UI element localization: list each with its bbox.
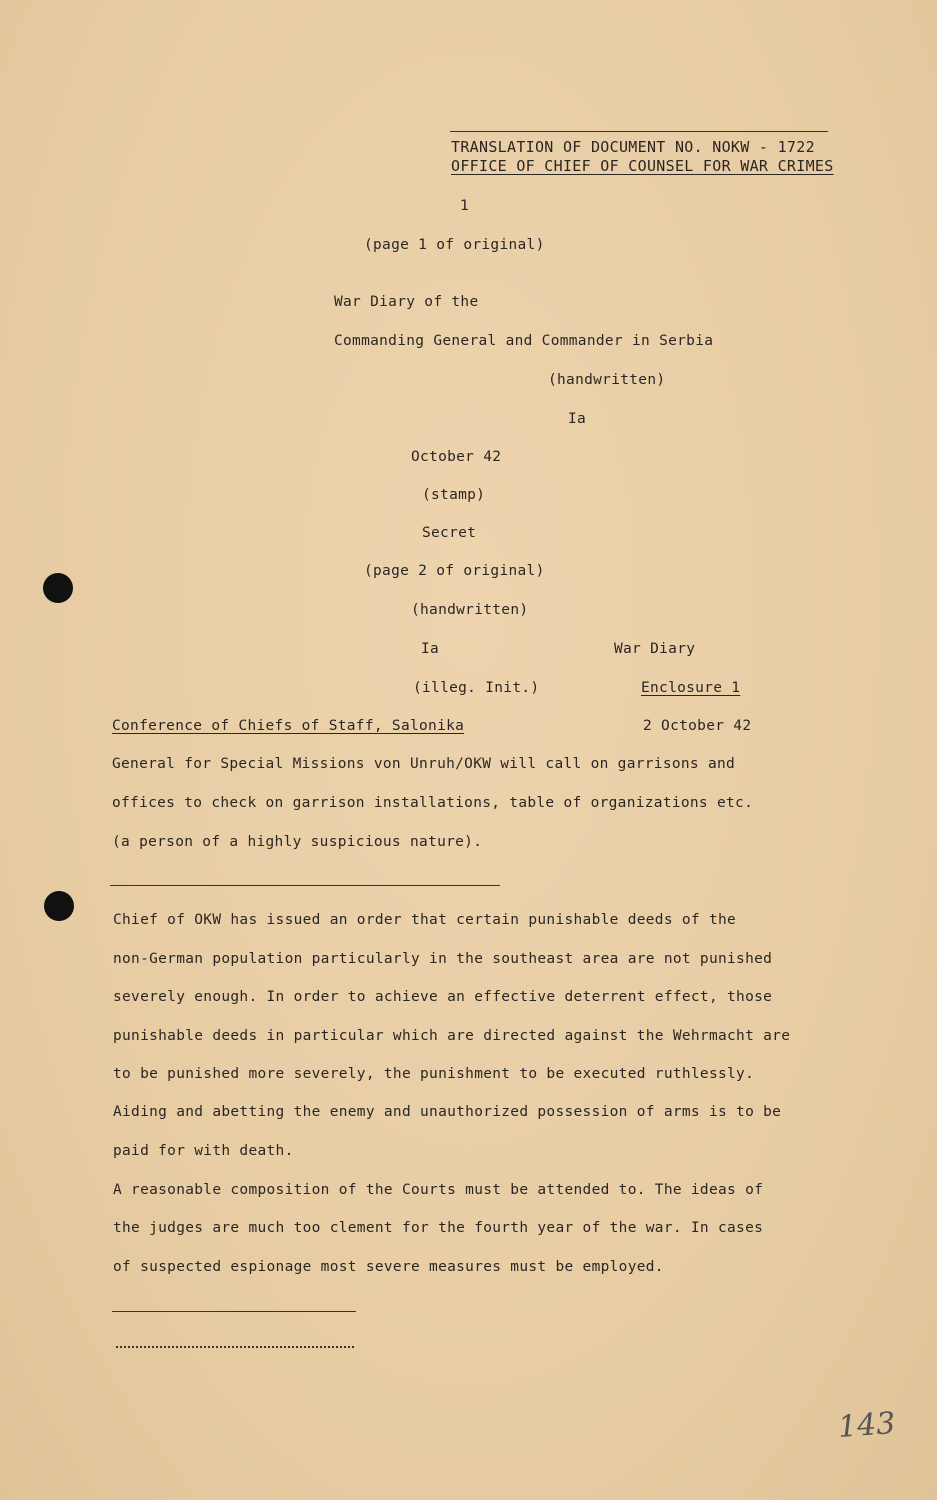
illegible-initials: (illeg. Init.)	[413, 680, 540, 696]
page-1-reference: (page 1 of original)	[364, 237, 545, 253]
handwritten-folio-number: 143	[836, 1406, 897, 1445]
stamp-note: (stamp)	[422, 487, 486, 503]
header-top-rule	[450, 131, 828, 132]
paragraph-2-line: paid for with death.	[113, 1143, 294, 1159]
page-2-reference: (page 2 of original)	[364, 563, 545, 579]
secret-label: Secret	[422, 525, 477, 541]
title-line-2: Commanding General and Commander in Serbia	[334, 333, 714, 349]
paragraph-1-line: (a person of a highly suspicious nature).	[112, 834, 483, 850]
title-line-1: War Diary of the	[334, 294, 479, 310]
header-line-2: OFFICE OF CHIEF OF COUNSEL FOR WAR CRIMES	[451, 157, 834, 175]
paragraph-2-line: non-German population particularly in the southeast area are not punished	[113, 951, 773, 967]
punch-hole	[44, 891, 74, 921]
closing-rule	[112, 1311, 356, 1312]
paragraph-2-line: severely enough. In order to achieve an effective deterrent effect, those	[113, 989, 773, 1005]
punch-hole	[43, 573, 73, 603]
ia-note-1: Ia	[568, 411, 587, 427]
handwritten-note-2: (handwritten)	[411, 602, 529, 618]
conference-date: 2 October 42	[643, 718, 752, 734]
paragraph-3-line: the judges are much too clement for the fourth year of the war. In cases	[113, 1220, 764, 1236]
paragraph-2-line: Chief of OKW has issued an order that certain punishable deeds of the	[113, 912, 737, 928]
paragraph-2-line: Aiding and abetting the enemy and unauthorized possession of arms is to be	[113, 1104, 782, 1120]
header-line-1: TRANSLATION OF DOCUMENT NO. NOKW - 1722	[451, 138, 815, 156]
page-number: 1	[460, 198, 470, 214]
conference-heading: Conference of Chiefs of Staff, Salonika	[112, 718, 465, 734]
paragraph-3-line: of suspected espionage most severe measures must be employed.	[113, 1259, 664, 1275]
war-diary-label: War Diary	[614, 641, 696, 657]
paragraph-1-line: offices to check on garrison installations, table of organizations etc.	[112, 795, 754, 811]
paragraph-2-line: to be punished more severely, the punishment to be executed ruthlessly.	[113, 1066, 755, 1082]
section-divider	[110, 885, 500, 886]
ia-note-2: Ia	[421, 641, 440, 657]
handwritten-note-1: (handwritten)	[548, 372, 666, 388]
date-month: October 42	[411, 449, 502, 465]
paragraph-1-line: General for Special Missions von Unruh/OKW will call on garrisons and	[112, 756, 736, 772]
enclosure-label: Enclosure 1	[641, 680, 741, 696]
paragraph-2-line: punishable deeds in particular which are directed against the Wehrmacht are	[113, 1028, 791, 1044]
closing-dotted-line	[116, 1346, 354, 1348]
paragraph-3-line: A reasonable composition of the Courts must be attended to. The ideas of	[113, 1182, 764, 1198]
